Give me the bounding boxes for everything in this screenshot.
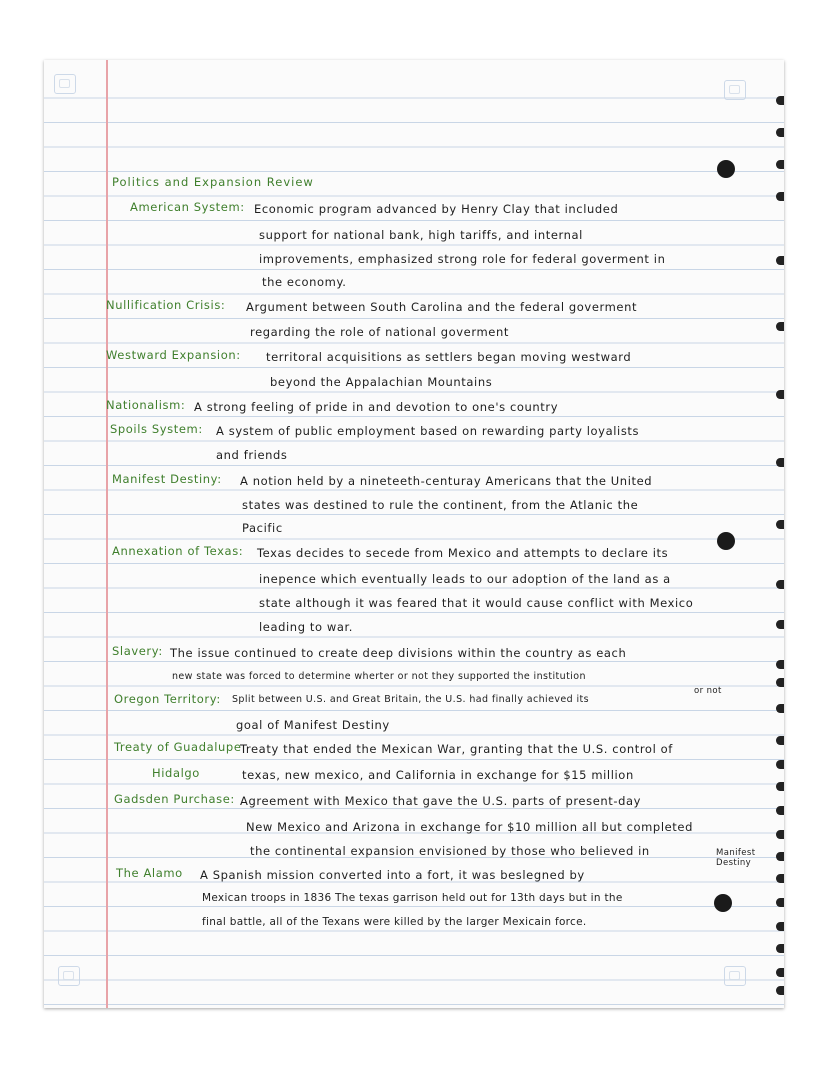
- corner-logo-icon: [54, 74, 76, 94]
- definition-line: goal of Manifest Destiny: [236, 718, 390, 732]
- page-title: Politics and Expansion Review: [112, 175, 314, 189]
- insertion-note: or not: [694, 686, 722, 696]
- spiral-binding-icon: [776, 128, 784, 137]
- definition-line: Agreement with Mexico that gave the U.S. parts of present-day: [240, 794, 642, 808]
- notebook-page: [44, 60, 784, 1008]
- definition-line: Economic program advanced by Henry Clay that included: [254, 202, 619, 216]
- spiral-binding-icon: [776, 678, 784, 687]
- spiral-binding-icon: [776, 736, 784, 745]
- term-nationalism: Nationalism:: [106, 398, 186, 412]
- spiral-binding-icon: [776, 704, 784, 713]
- spiral-binding-icon: [776, 96, 784, 105]
- spiral-binding-icon: [776, 256, 784, 265]
- term-annexation-of-texas: Annexation of Texas:: [112, 544, 244, 558]
- punch-hole-icon: [717, 532, 735, 550]
- term-hidalgo: Hidalgo: [152, 766, 200, 780]
- definition-line: Split between U.S. and Great Britain, the U.S. had finally achieved its: [232, 694, 589, 705]
- spiral-binding-icon: [776, 874, 784, 883]
- side-note: Manifest: [716, 848, 756, 858]
- definition-line: A notion held by a nineteeth-centuray Americans that the United: [240, 474, 653, 488]
- spiral-binding-icon: [776, 806, 784, 815]
- definition-line: Mexican troops in 1836 The texas garrison held out for 13th days but in the: [202, 892, 623, 904]
- definition-line: leading to war.: [259, 620, 354, 634]
- corner-logo-icon: [724, 966, 746, 986]
- spiral-binding-icon: [776, 944, 784, 953]
- definition-line: new state was forced to determine wherter or not they supported the institution: [172, 671, 586, 682]
- definition-line: improvements, emphasized strong role for federal goverment in: [259, 252, 666, 266]
- term-the-alamo: The Alamo: [116, 866, 183, 880]
- corner-logo-icon: [58, 966, 80, 986]
- term-treaty-of-guadalupe: Treaty of Guadalupe: [114, 740, 242, 754]
- definition-line: texas, new mexico, and California in exchange for $15 million: [242, 768, 634, 782]
- spiral-binding-icon: [776, 898, 784, 907]
- spiral-binding-icon: [776, 922, 784, 931]
- spiral-binding-icon: [776, 620, 784, 629]
- definition-line: support for national bank, high tariffs, and internal: [259, 228, 583, 242]
- spiral-binding-icon: [776, 830, 784, 839]
- definition-line: final battle, all of the Texans were killed by the larger Mexicain force.: [202, 916, 587, 928]
- spiral-binding-icon: [776, 458, 784, 467]
- definition-line: The issue continued to create deep divisions within the country as each: [170, 646, 627, 660]
- definition-line: state although it was feared that it would cause conflict with Mexico: [259, 596, 694, 610]
- definition-line: New Mexico and Arizona in exchange for $10 million all but completed: [246, 820, 693, 834]
- definition-line: territoral acquisitions as settlers began moving westward: [266, 350, 632, 364]
- definition-line: beyond the Appalachian Mountains: [270, 375, 493, 389]
- definition-line: A strong feeling of pride in and devotion to one's country: [194, 400, 559, 414]
- margin-line: [106, 60, 108, 1008]
- spiral-binding-icon: [776, 390, 784, 399]
- term-nullification: Nullification Crisis:: [106, 298, 226, 312]
- spiral-binding-icon: [776, 986, 784, 995]
- term-slavery: Slavery:: [112, 644, 163, 658]
- definition-line: the economy.: [262, 275, 347, 289]
- definition-line: A Spanish mission converted into a fort, it was beslegned by: [200, 868, 585, 882]
- term-oregon-territory: Oregon Territory:: [114, 692, 221, 706]
- spiral-binding-icon: [776, 192, 784, 201]
- spiral-binding-icon: [776, 160, 784, 169]
- spiral-binding-icon: [776, 520, 784, 529]
- definition-line: and friends: [216, 448, 288, 462]
- term-manifest-destiny: Manifest Destiny:: [112, 472, 222, 486]
- term-gadsden-purchase: Gadsden Purchase:: [114, 792, 235, 806]
- spiral-binding-icon: [776, 322, 784, 331]
- spiral-binding-icon: [776, 760, 784, 769]
- corner-logo-icon: [724, 80, 746, 100]
- term-american-system: American System:: [130, 200, 245, 214]
- spiral-binding-icon: [776, 968, 784, 977]
- definition-line: A system of public employment based on rewarding party loyalists: [216, 424, 640, 438]
- definition-line: Pacific: [242, 521, 283, 535]
- spiral-binding-icon: [776, 660, 784, 669]
- side-note: Destiny: [716, 858, 752, 868]
- definition-line: regarding the role of national goverment: [250, 325, 509, 339]
- definition-line: states was destined to rule the continent, from the Atlanic the: [242, 498, 639, 512]
- definition-line: Texas decides to secede from Mexico and attempts to declare its: [257, 546, 669, 560]
- punch-hole-icon: [717, 160, 735, 178]
- term-westward-expansion: Westward Expansion:: [106, 348, 241, 362]
- definition-line: inepence which eventually leads to our adoption of the land as a: [259, 572, 671, 586]
- definition-line: the continental expansion envisioned by those who believed in: [250, 844, 650, 858]
- spiral-binding-icon: [776, 852, 784, 861]
- spiral-binding-icon: [776, 782, 784, 791]
- definition-line: Argument between South Carolina and the federal goverment: [246, 300, 638, 314]
- punch-hole-icon: [714, 894, 732, 912]
- spiral-binding-icon: [776, 580, 784, 589]
- term-spoils-system: Spoils System:: [110, 422, 203, 436]
- definition-line: Treaty that ended the Mexican War, granting that the U.S. control of: [240, 742, 673, 756]
